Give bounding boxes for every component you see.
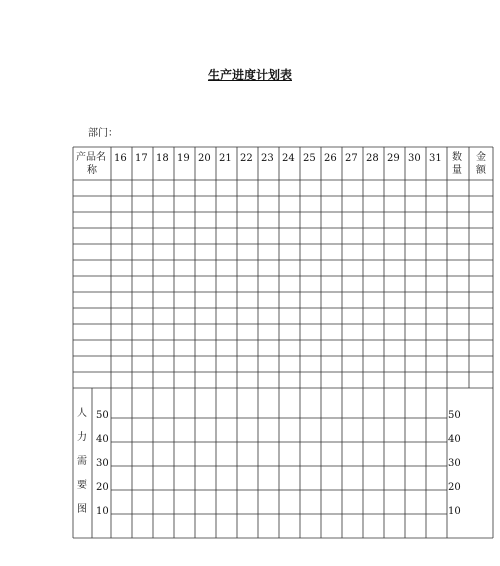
manpower-scale-right: 40 xyxy=(448,434,461,445)
header-day: 19 xyxy=(177,153,190,164)
header-day: 23 xyxy=(261,153,274,164)
manpower-scale-left: 10 xyxy=(96,506,109,517)
manpower-scale-left: 50 xyxy=(96,410,109,421)
manpower-label-char: 要 xyxy=(77,480,87,491)
header-day: 16 xyxy=(114,153,127,164)
header-day: 28 xyxy=(366,153,379,164)
header-amount: 额 xyxy=(476,165,486,176)
header-day: 20 xyxy=(198,153,211,164)
header-quantity: 量 xyxy=(452,165,462,176)
manpower-scale-right: 20 xyxy=(448,482,461,493)
header-quantity: 数 xyxy=(452,152,462,163)
header-amount: 金 xyxy=(476,152,486,163)
manpower-scale-left: 30 xyxy=(96,458,109,469)
header-day: 22 xyxy=(240,153,253,164)
manpower-label-char: 人 xyxy=(77,408,87,419)
manpower-label-char: 需 xyxy=(77,456,87,467)
header-day: 26 xyxy=(324,153,337,164)
header-product-name: 产品名 xyxy=(76,152,106,163)
header-day: 31 xyxy=(429,153,442,164)
header-day: 17 xyxy=(135,153,148,164)
header-day: 27 xyxy=(345,153,358,164)
page-title: 生产进度计划表 xyxy=(207,68,292,82)
manpower-scale-left: 20 xyxy=(96,482,109,493)
header-day: 25 xyxy=(303,153,316,164)
manpower-label-char: 图 xyxy=(77,504,87,515)
header-day: 18 xyxy=(156,153,169,164)
header-day: 30 xyxy=(408,153,421,164)
manpower-label-char: 力 xyxy=(77,432,87,443)
department-label: 部门： xyxy=(88,128,118,139)
manpower-scale-right: 30 xyxy=(448,458,461,469)
header-day: 29 xyxy=(387,153,400,164)
manpower-scale-right: 10 xyxy=(448,506,461,517)
header-product-name: 称 xyxy=(87,165,97,176)
manpower-scale-left: 40 xyxy=(96,434,109,445)
header-day: 21 xyxy=(219,153,232,164)
header-day: 24 xyxy=(282,153,295,164)
manpower-scale-right: 50 xyxy=(448,410,461,421)
